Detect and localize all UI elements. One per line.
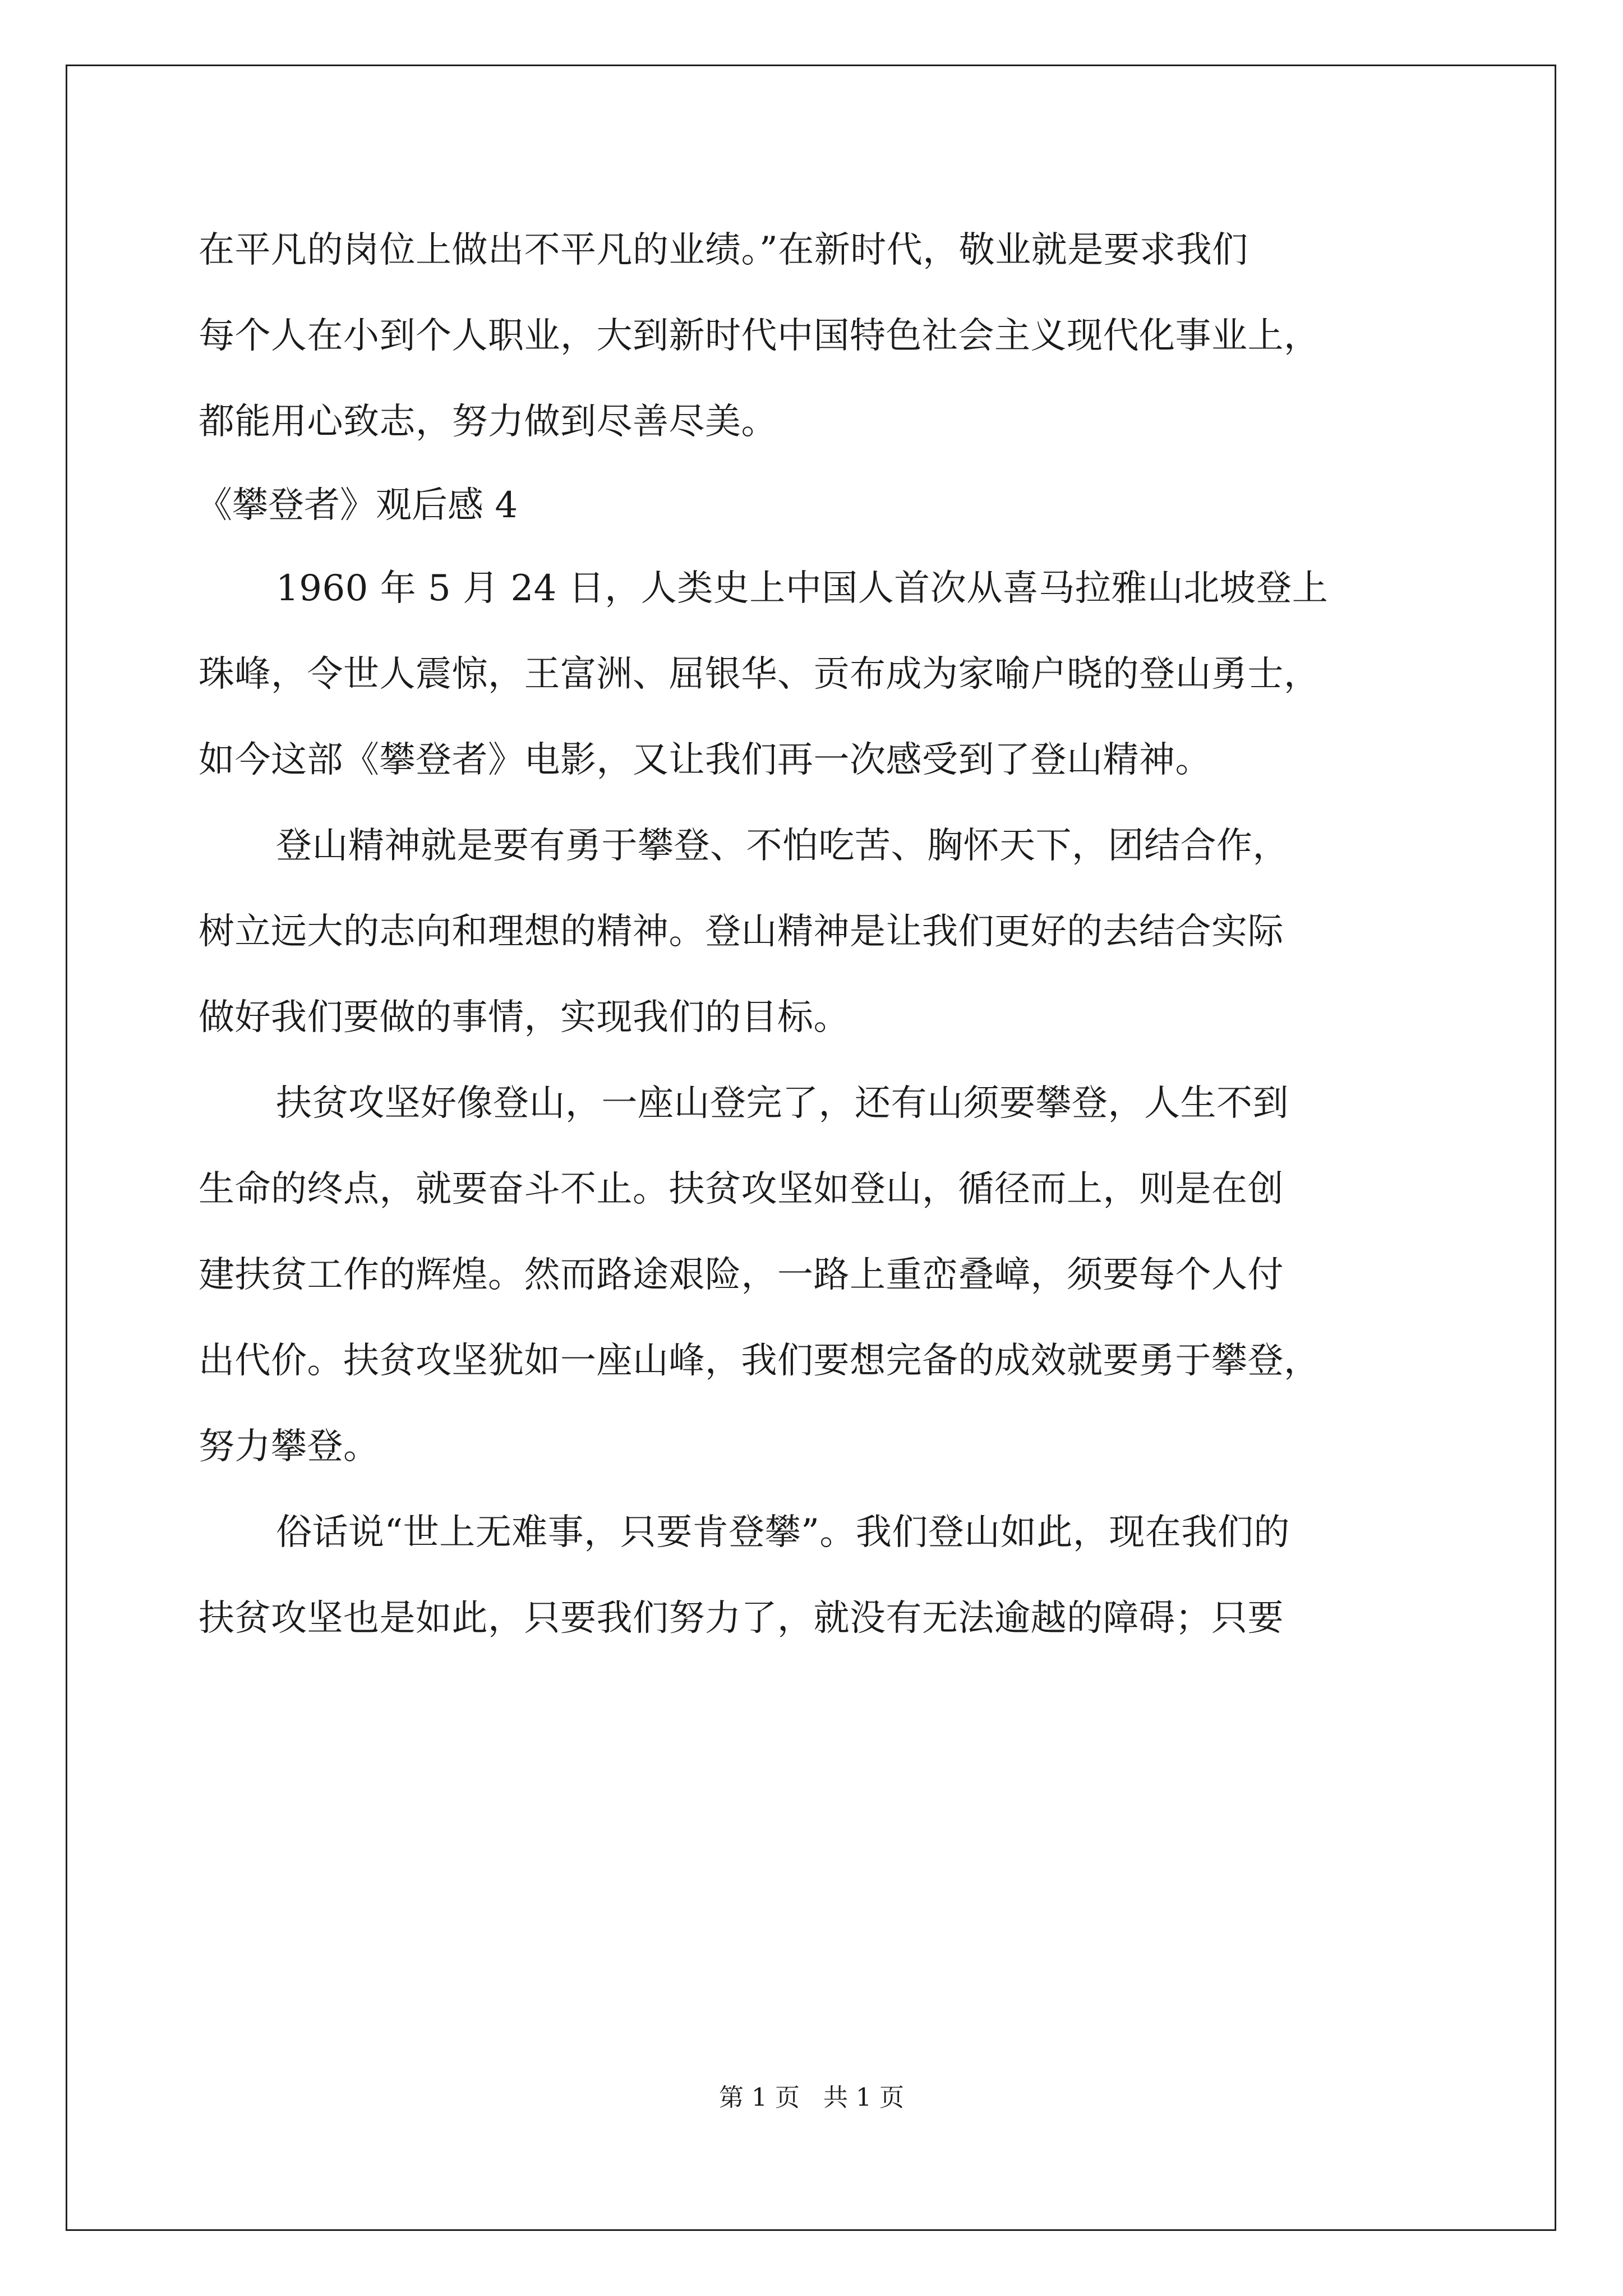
text-line: 1960 年 5 月 24 日，人类史上中国人首次从喜马拉雅山北坡登上 — [276, 568, 1329, 609]
text-line: 做好我们要做的事情，实现我们的目标。 — [199, 997, 850, 1038]
document-body — [196, 208, 1427, 1662]
page-footer — [0, 2081, 1623, 2115]
text-line: 出代价。扶贫攻坚犹如一座山峰，我们要想完备的成效就要勇于攀登， — [199, 1340, 1320, 1382]
text-line: 生命的终点，就要奋斗不止。扶贫攻坚如登山，循径而上，则是在创 — [199, 1168, 1284, 1210]
text-line: 在平凡的岗位上做出不平凡的业绩。”在新时代，敬业就是要求我们 — [199, 229, 1248, 271]
paragraph-1 — [199, 546, 1427, 803]
text-line: 树立远大的志向和理想的精神。登山精神是让我们更好的去结合实际 — [199, 911, 1284, 953]
text-line: 都能用心致志，努力做到尽善尽美。 — [199, 401, 777, 443]
text-line: 如今这部《攀登者》电影，又让我们再一次感受到了登山精神。 — [199, 739, 1211, 781]
text-line: 每个人在小到个人职业，大到新时代中国特色社会主义现代化事业上， — [199, 315, 1320, 357]
footer-spacer — [800, 2083, 823, 2112]
text-line: 珠峰，令世人震惊，王富洲、屈银华、贡布成为家喻户晓的登山勇士， — [199, 654, 1320, 695]
paragraph-3 — [199, 1061, 1427, 1490]
text-line: 建扶贫工作的辉煌。然而路途艰险，一路上重峦叠嶂，须要每个人付 — [199, 1254, 1284, 1296]
paragraph-2 — [199, 803, 1427, 1061]
text-line: 登山精神就是要有勇于攀登、不怕吃苦、胸怀天下，团结合作， — [276, 825, 1289, 867]
page-total: 共 1 页 — [823, 2083, 904, 2112]
page-number: 第 1 页 — [719, 2083, 800, 2112]
text-line: 俗话说“世上无难事，只要肯登攀”。我们登山如此，现在我们的 — [276, 1512, 1290, 1553]
paragraph-4 — [199, 1490, 1427, 1662]
text-line: 扶贫攻坚也是如此，只要我们努力了，就没有无法逾越的障碍；只要 — [199, 1598, 1284, 1639]
section-heading: 《攀登者》观后感 4 — [196, 485, 518, 526]
text-line: 努力攀登。 — [199, 1426, 380, 1467]
text-line: 扶贫攻坚好像登山，一座山登完了，还有山须要攀登，人生不到 — [276, 1083, 1289, 1124]
